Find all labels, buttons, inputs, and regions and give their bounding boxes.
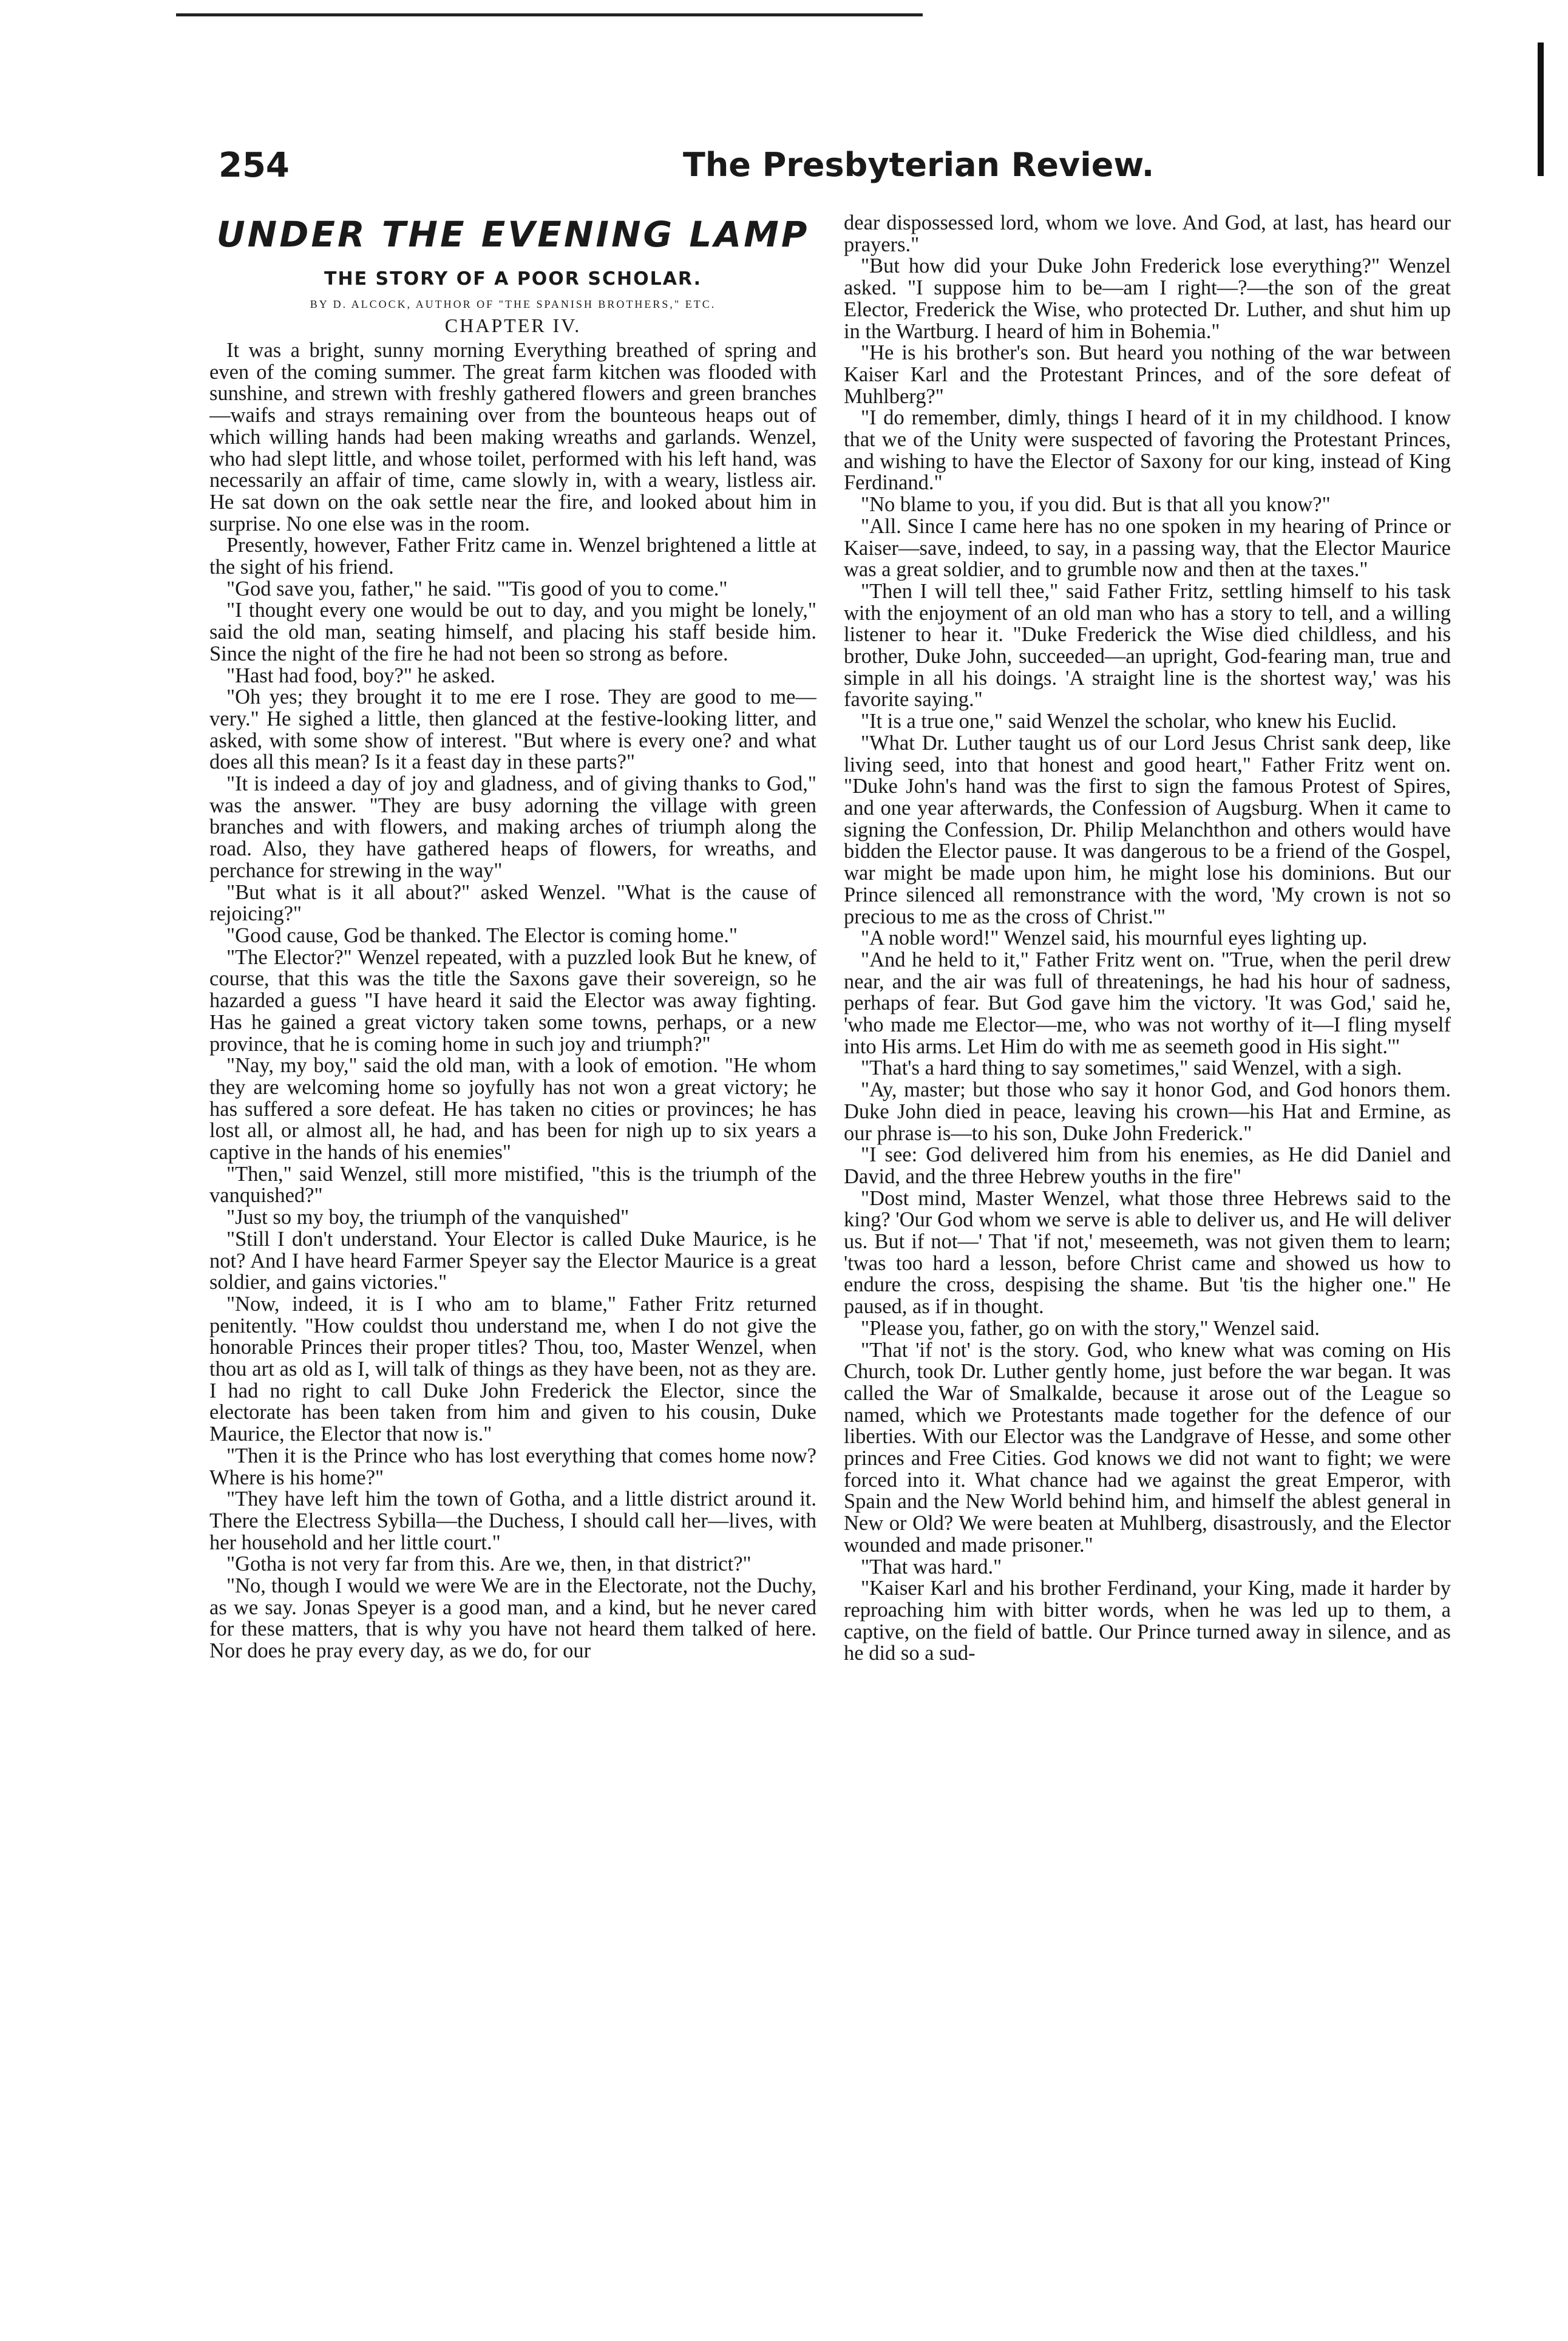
byline: BY D. ALCOCK, AUTHOR OF "THE SPANISH BROTHERS," ETC. (310, 298, 716, 310)
page-number: 254 (219, 146, 290, 185)
top-rule (176, 13, 923, 16)
paragraph: "And he held to it," Father Fritz went on. "True, when the peril drew near, and the air was full of threatenings, he had his hour of sadness, perhaps of fear. But God gave him the victory. 'It was God,' said he, 'who made me Elector—me, who was not worthy of it—I fling myself into His arms. Let Him do with me as seemeth good in His sight.'" (844, 948, 1451, 1058)
paragraph: "That 'if not' is the story. God, who knew what was coming on His Church, took Dr. Luther gently home, just before the war began. It was called the War of Smalkalde, because it arose out of the League so named, which we Protestants made together for the defence of our liberties. With our Elector was the Landgrave of Hesse, and some other princes and Free Cities. God knows we did not want to fight; we were forced into it. What chance had we against the great Emperor, with Spain and the New World behind him, and himself the ablest general in New or Old? We were beaten at Muhlberg, disastrously, and the Elector wounded and made prisoner." (844, 1338, 1451, 1557)
paragraph: It was a bright, sunny morning Everything breathed of spring and even of the coming summer. The great farm kitchen was flooded with sunshine, and strewn with freshly gathered flowers and green branches—waifs and strays remaining over from the bounteous heaps out of which willing hands had been making wreaths and garlands. Wenzel, who had slept little, and whose toilet, performed with his left hand, was necessarily an affair of time, came slowly in, with a weary, listless air. He sat down on the oak settle near the fire, and looked about him in surprise. No one else was in the room. (209, 339, 816, 535)
paragraph: "But what is it all about?" asked Wenzel. "What is the cause of rejoicing?" (209, 880, 816, 926)
page-header (219, 146, 1155, 200)
paragraph: "God save you, father," he said. "'Tis good of you to come." (226, 577, 728, 600)
paragraph: "They have left him the town of Gotha, and a little district around it. There the Electress Sybilla—the Duchess, I should call her—lives, with her household and her little court." (209, 1487, 816, 1554)
paragraph: "I do remember, dimly, things I heard of it in my childhood. I know that we of the Unity were suspected of favoring the Protestant Princes, and wishing to have the Elector of Saxony for our king, instead of King Ferdinand." (844, 406, 1451, 495)
paragraph: "It is indeed a day of joy and gladness, and of giving thanks to God," was the answer. "They are busy adorning the village with green branches and with flowers, and making arches of triumph along the road. Also, they have gathered heaps of flowers, for wreaths, and perchance for strewing in the way" (209, 772, 816, 882)
section-heading: UNDER THE EVENING LAMP (216, 214, 810, 255)
paragraph: "Then," said Wenzel, still more mistified, "this is the triumph of the vanquished?" (209, 1162, 816, 1208)
paragraph: "Please you, father, go on with the story," Wenzel said. (861, 1316, 1320, 1340)
chapter-heading: CHAPTER IV. (444, 314, 582, 336)
paragraph: "Oh yes; they brought it to me ere I rose. They are good to me—very." He sighed a little, then glanced at the festive-looking litter, and asked, with some show of interest. "But where is every one? and what does all this mean? Is it a feast day in these parts?" (209, 685, 816, 774)
paragraph: "But how did your Duke John Frederick lose everything?" Wenzel asked. "I suppose him to be—am I right—?—the son of the great Elector, Frederick the Wise, who protected Dr. Luther, and shut him up in the Wartburg. I heard of him in Bohemia." (844, 254, 1451, 343)
paragraph: "Kaiser Karl and his brother Ferdinand, your King, made it harder by reproaching him with bitter words, when he was led up to them, a captive, on the field of battle. Our Prince turned away in silence, and as he did so a sud- (844, 1577, 1451, 1665)
right-column-body (844, 212, 1451, 1665)
paragraph: "Good cause, God be thanked. The Elector is coming home." (226, 923, 738, 947)
left-column (209, 212, 816, 2277)
paragraph: "Ay, master; but those who say it honor God, and God honors them. Duke John died in peace, leaving his crown—his Hat and Ermine, as our phrase is—to his son, Duke John Frederick." (844, 1078, 1451, 1145)
page-edge-mark (1538, 42, 1544, 176)
paragraph: "No blame to you, if you did. But is that all you know?" (861, 493, 1331, 517)
journal-title: The Presbyterian Review. (683, 146, 1155, 184)
right-column (844, 212, 1451, 2277)
paragraph: "Just so my boy, the triumph of the vanquished" (226, 1206, 630, 1229)
paragraph: "The Elector?" Wenzel repeated, with a puzzled look But he knew, of course, that this was the title the Saxons gave their sovereign, so he hazarded a guess "I have heard it said the Elector was away fighting. Has he gained a great victory taken some towns, perhaps, or a new province, that he is coming home in such joy and triumph?" (209, 945, 816, 1056)
paragraph: "Still I don't understand. Your Elector is called Duke Maurice, is he not? And I have heard Farmer Speyer say the Elector Maurice is a great soldier, and gains victories." (209, 1227, 816, 1294)
paragraph: "Nay, my boy," said the old man, with a look of emotion. "He whom they are welcoming home so joyfully has not won a great victory; he has suffered a sore defeat. He has taken no cities or provinces; he has lost all, or almost all, he had, and has been for nigh up to six years a captive in the hands of his enemies" (209, 1054, 816, 1164)
paragraph: "Then I will tell thee," said Father Fritz, settling himself to his task with the enjoyment of an old man who has a story to tell, and a willing listener to hear it. "Duke Frederick the Wise died childless, and his brother, Duke John, succeeded—an upright, God-fearing man, true and simple in all his doings. 'A straight line is the shortest way,' was his favorite saying." (844, 579, 1451, 712)
paragraph: "Gotha is not very far from this. Are we, then, in that district?" (226, 1552, 752, 1576)
paragraph: "I thought every one would be out to day, and you might be lonely," said the old man, seating himself, and placing his staff beside him. Since the night of the fire he had not been so strong as before. (209, 599, 816, 665)
paragraph: "All. Since I came here has no one spoken in my hearing of Prince or Kaiser—save, indeed, to say, in a passing way, that the Elector Maurice was a great soldier, and to grumble now and then at the taxes." (844, 514, 1451, 582)
paragraph: "It is a true one," said Wenzel the scholar, who knew his Euclid. (861, 710, 1397, 733)
paragraph: "What Dr. Luther taught us of our Lord Jesus Christ sank deep, like living seed, into that honest and good heart," Father Fritz went on. "Duke John's hand was the first to sign the famous Protest of Spires, and one year afterwards, the Confession of Augsburg. When it came to signing the Confession, Dr. Philip Melanchthon and others would have bidden the Elector pause. It was dangerous to be a friend of the Gospel, war might be made upon him, he might lose his dominions. But our Prince silenced all remonstrance with the word, 'My crown is not so precious to me as the cross of Christ.'" (844, 731, 1451, 928)
left-column-body (209, 340, 816, 1662)
paragraph: dear dispossessed lord, whom we love. And God, at last, has heard our prayers." (844, 212, 1451, 256)
paragraph: "I see: God delivered him from his enemies, as He did Daniel and David, and the three Hebrew youths in the fire" (844, 1143, 1451, 1188)
paragraph: "Hast had food, boy?" he asked. (226, 664, 496, 687)
paragraph: "Dost mind, Master Wenzel, what those three Hebrews said to the king? 'Our God whom we serve is able to deliver us, and He will deliver us. But if not—' That 'if not,' meseemeth, was not given them to learn; 'twas too hard a lesson, before Christ came and showed us how to endure the cross, despising the shame. But 'tis the higher one." He paused, as if in thought. (844, 1186, 1451, 1319)
story-title: THE STORY OF A POOR SCHOLAR. (324, 268, 702, 290)
paragraph: Presently, however, Father Fritz came in. Wenzel brightened a little at the sight of his friend. (209, 534, 816, 579)
paragraph: "That was hard." (861, 1555, 1002, 1578)
paragraph: "He is his brother's son. But heard you nothing of the war between Kaiser Karl and the Protestant Princes, and of the sore defeat of Muhlberg?" (844, 341, 1451, 408)
paragraph: "A noble word!" Wenzel said, his mournful eyes lighting up. (861, 926, 1368, 950)
paragraph: "Now, indeed, it is I who am to blame," Father Fritz returned penitently. "How couldst thou understand me, when I do not give the honorable Princes their proper titles? Thou, too, Master Wenzel, when thou art as old as I, will talk of things as they have been, not as they are. I had no right to call Duke John Frederick the Elector, since the electorate has been taken from him and given to his cousin, Duke Maurice, the Elector that now is." (209, 1292, 816, 1446)
paragraph: "Then it is the Prince who has lost everything that comes home now? Where is his home?" (209, 1444, 816, 1489)
paragraph: "No, though I would we were We are in the Electorate, not the Duchy, as we say. Jonas Speyer is a good man, and a kind, but he never cared for these matters, that is why you have not heard them talked of here. Nor does he pray every day, as we do, for our (209, 1574, 816, 1663)
paragraph: "That's a hard thing to say sometimes," said Wenzel, with a sigh. (861, 1056, 1402, 1080)
